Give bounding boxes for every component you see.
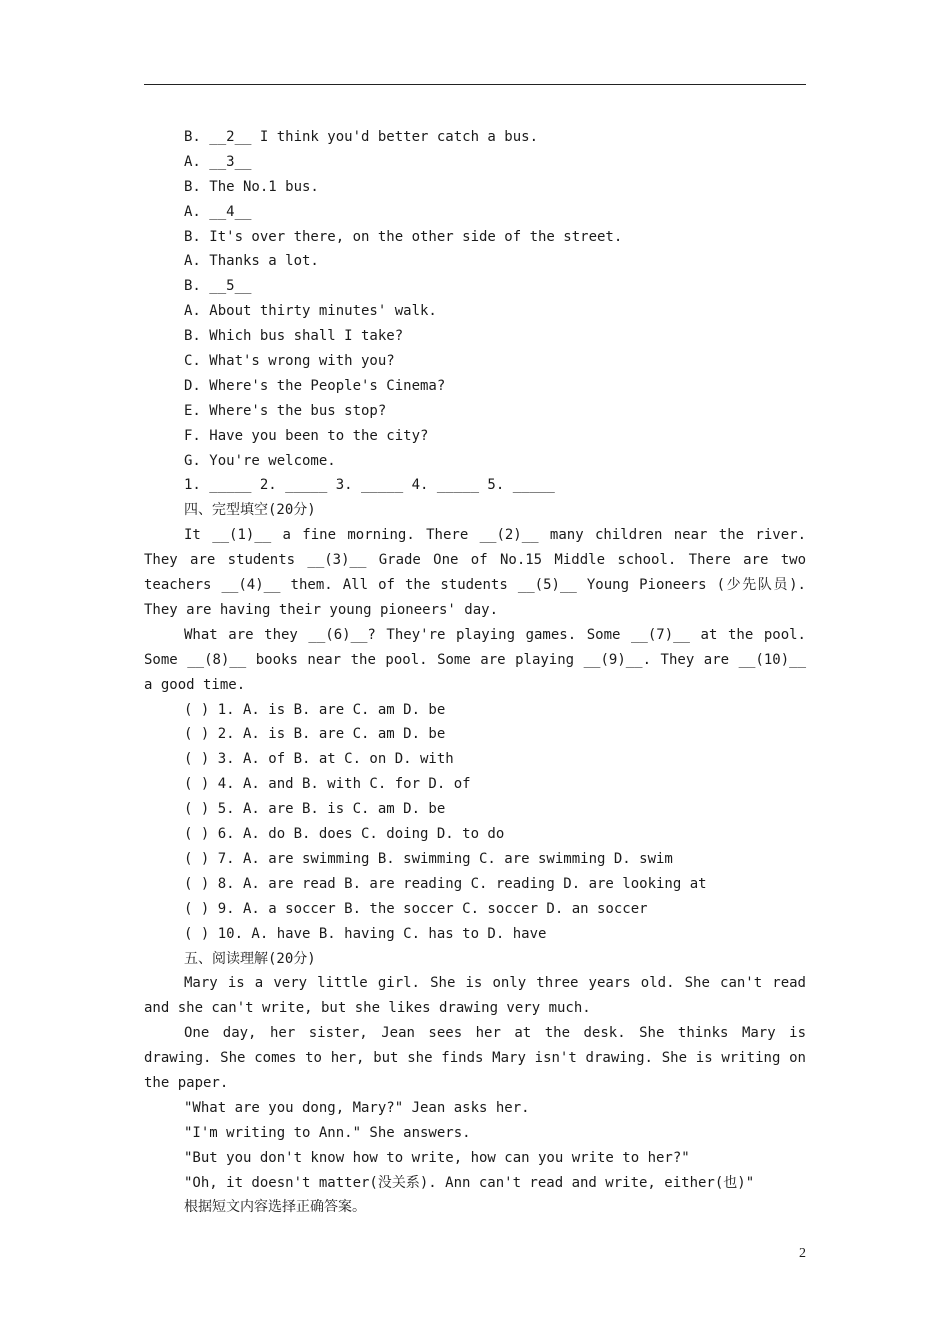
dialogue-line: A. Thanks a lot. <box>184 253 319 270</box>
cloze-question: ( ) 2. A. is B. are C. am D. be <box>184 726 446 743</box>
section-heading-cloze: 四、完型填空(20分) <box>184 502 316 519</box>
dialogue-line: B. It's over there, on the other side of the street. <box>184 228 623 245</box>
quote-line: "What are you dong, Mary?" Jean asks her. <box>184 1099 530 1116</box>
option-item: A. About thirty minutes' walk. <box>184 303 437 320</box>
cloze-question: ( ) 4. A. and B. with C. for D. of <box>184 776 471 793</box>
option-item: E. Where's the bus stop? <box>184 402 387 419</box>
options-list <box>144 299 806 473</box>
cloze-questions <box>144 698 806 947</box>
section-heading-reading: 五、阅读理解(20分) <box>184 950 316 967</box>
dialogue <box>144 125 806 299</box>
reading-quotes <box>144 1096 806 1196</box>
cloze-question: ( ) 9. A. a soccer B. the soccer C. soccer D. an soccer <box>184 900 648 917</box>
option-item: D. Where's the People's Cinema? <box>184 377 446 394</box>
reading-paragraph: Mary is a very little girl. She is only three years old. She can't read and she can't write, but she likes drawing very much. <box>144 975 806 1017</box>
page-number: 2 <box>799 1246 806 1261</box>
dialogue-line: A. __3__ <box>184 153 252 170</box>
cloze-question: ( ) 7. A. are swimming B. swimming C. are swimming D. swim <box>184 850 673 867</box>
reading-paragraph: One day, her sister, Jean sees her at the desk. She thinks Mary is drawing. She comes to her, but she finds Mary isn't drawing. She is writing on the paper. <box>144 1025 806 1092</box>
answer-line: 1. _____ 2. _____ 3. _____ 4. _____ 5. _____ <box>184 477 555 494</box>
cloze-question: ( ) 5. A. are B. is C. am D. be <box>184 801 446 818</box>
option-item: C. What's wrong with you? <box>184 353 395 370</box>
cloze-question: ( ) 6. A. do B. does C. doing D. to do <box>184 826 505 843</box>
page-content <box>144 125 806 1220</box>
cloze-question: ( ) 3. A. of B. at C. on D. with <box>184 751 454 768</box>
cloze-paragraph: It __(1)__ a fine morning. There __(2)__ many children near the river. They are students __(3)__ Grade One of No.15 Middle school. There are two teachers __(4)__ them. All of the students __(5)__ Young Pioneers (少先队员). They are having their young pioneers' day. <box>144 527 806 618</box>
quote-line: "I'm writing to Ann." She answers. <box>184 1124 471 1141</box>
cloze-question: ( ) 10. A. have B. having C. has to D. have <box>184 925 547 942</box>
quote-line: "But you don't know how to write, how can you write to her?" <box>184 1149 690 1166</box>
dialogue-line: B. __5__ <box>184 278 252 295</box>
cloze-question: ( ) 1. A. is B. are C. am D. be <box>184 701 446 718</box>
header-rule <box>144 84 806 85</box>
cloze-paragraph: What are they __(6)__? They're playing games. Some __(7)__ at the pool. Some __(8)__ books near the pool. Some are playing __(9)__. They are __(10)__ a good time. <box>144 626 806 693</box>
quote-line: "Oh, it doesn't matter(没关系). Ann can't read and write, either(也)" <box>184 1174 755 1191</box>
option-item: G. You're welcome. <box>184 452 336 469</box>
dialogue-line: A. __4__ <box>184 203 252 220</box>
cloze-question: ( ) 8. A. are read B. are reading C. reading D. are looking at <box>184 875 707 892</box>
option-item: B. Which bus shall I take? <box>184 328 404 345</box>
option-item: F. Have you been to the city? <box>184 427 429 444</box>
dialogue-line: B. The No.1 bus. <box>184 178 319 195</box>
reading-instruction: 根据短文内容选择正确答案。 <box>184 1199 366 1216</box>
dialogue-line: B. __2__ I think you'd better catch a bus. <box>184 129 539 145</box>
